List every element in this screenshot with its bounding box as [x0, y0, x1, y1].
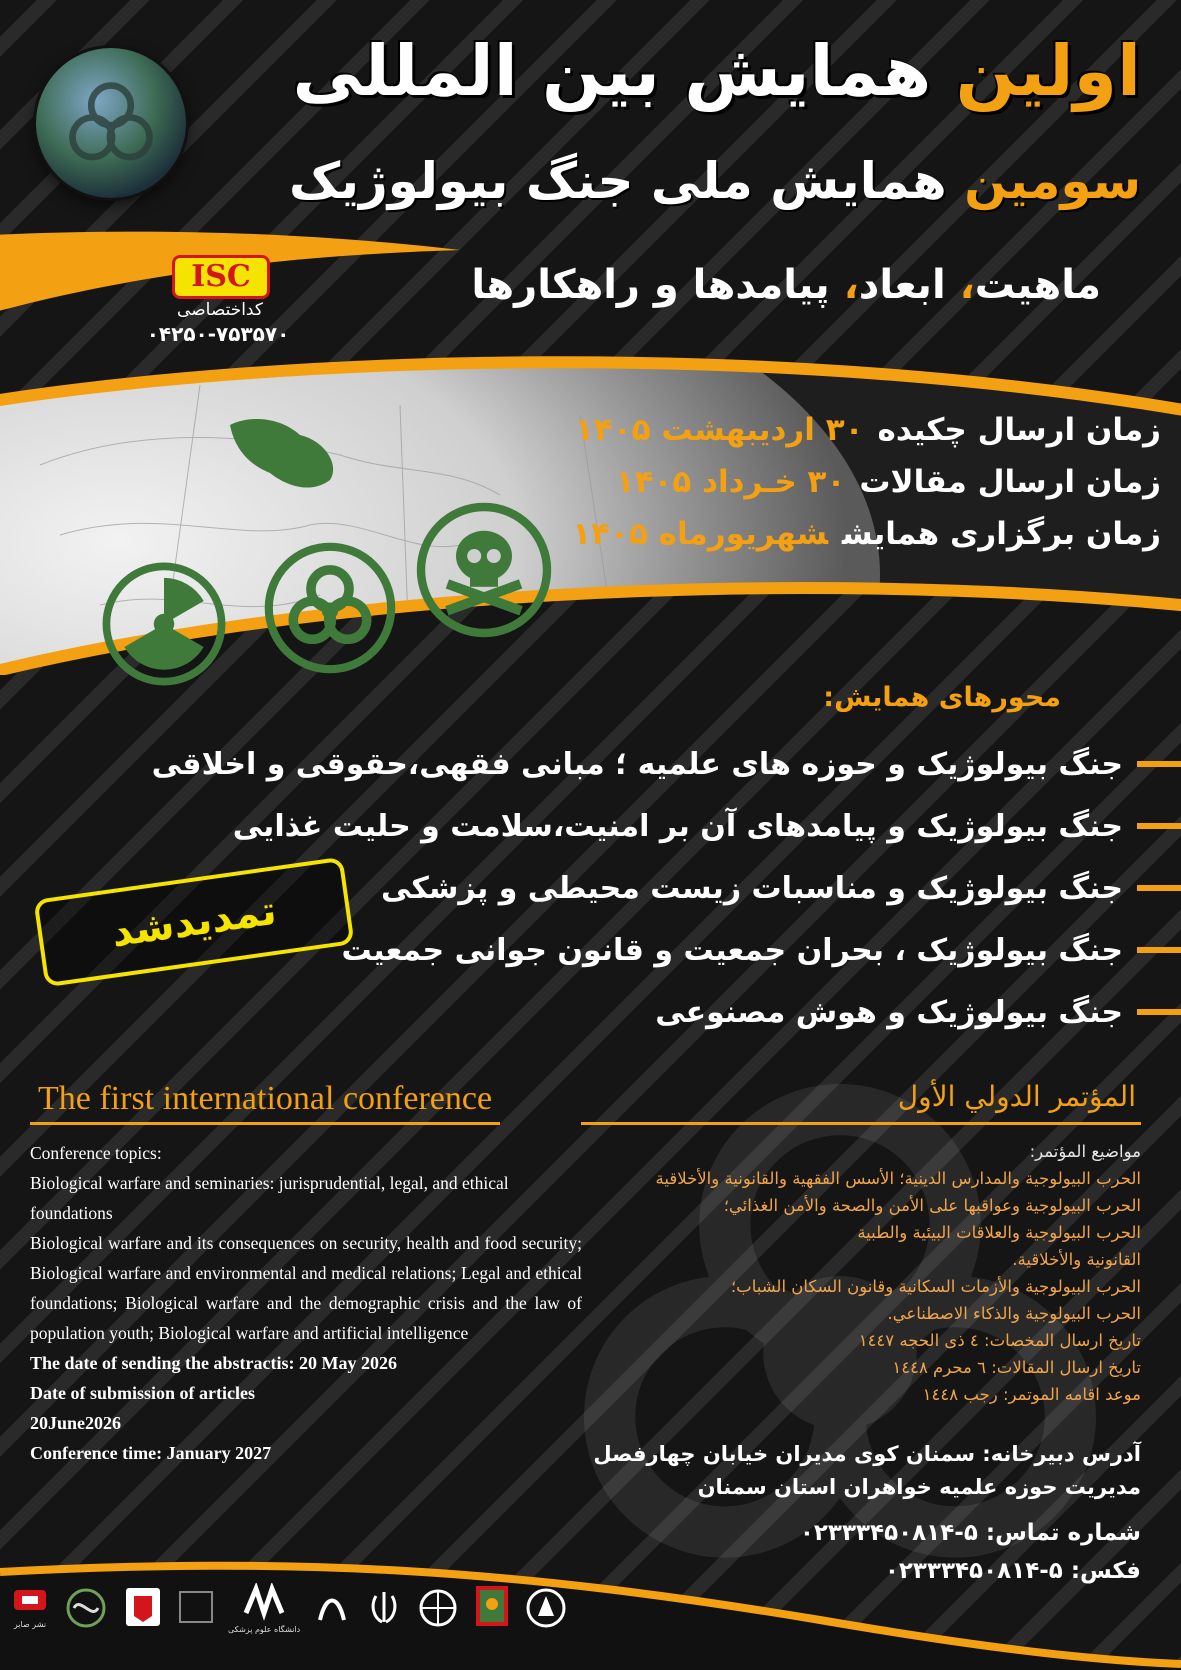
- arabic-date-line: تاريخ ارسال المخصات: ٤ ذی الحجه ١٤٤٧: [858, 1331, 1141, 1350]
- subtitle-rest: همایش ملی جنگ بیولوژیک: [289, 152, 947, 210]
- tagline-part-3: پیامدها و راهکارها: [471, 262, 830, 308]
- seminary-logo-2: [122, 1580, 164, 1636]
- university-logo: [228, 1580, 300, 1636]
- red-green-emblem-icon: [472, 1584, 512, 1632]
- tagline-separator-2: ،: [843, 262, 859, 308]
- isc-code-label: کداختصاصی: [177, 300, 263, 320]
- topic-text: جنگ بیولوژیک و مناسبات زیست محیطی و پزشکی: [381, 870, 1123, 906]
- organization-seal-icon: [416, 1586, 460, 1630]
- date-abstract-label: زمان ارسال چکیده: [877, 412, 1161, 448]
- arabic-topics-label: مواضيع المؤتمر:: [1029, 1142, 1141, 1161]
- tagline-part-1: ماهیت: [974, 262, 1101, 308]
- subtitle: [289, 152, 1141, 210]
- english-topic-para-1: Biological warfare and seminaries: jurisprudential, legal, and ethical foundations: [30, 1173, 509, 1223]
- calligraphy-emblem-icon: [62, 1586, 110, 1630]
- english-column: [30, 1138, 582, 1468]
- date-abstract: [521, 412, 1161, 448]
- seminary-logo-1: [62, 1580, 110, 1636]
- dates-panel: [521, 412, 1161, 568]
- logo-6: [312, 1580, 352, 1636]
- subtitle-highlight: سومین: [964, 152, 1141, 210]
- english-title-rule: [30, 1122, 500, 1125]
- arabic-topic-line: الحرب البيولوجية والأزمات السكانية وقانون السكان الشباب؛: [730, 1277, 1141, 1296]
- english-title: The first international conference: [38, 1080, 493, 1117]
- nashr-saber-logo: [10, 1580, 50, 1636]
- contact-fax: فکس: ۵-۰۲۳۳۳۴۵۰۸۱۴: [884, 1558, 1141, 1584]
- topic-item: [232, 804, 1181, 848]
- topics-heading: محورهای همایش:: [823, 682, 1061, 713]
- date-articles: [521, 464, 1161, 500]
- logo-caption: نشر صابر: [13, 1619, 47, 1629]
- logo-4: [176, 1580, 216, 1636]
- arabic-topic-line: القانونية والأخلاقية.: [1012, 1250, 1141, 1269]
- university-emblem-icon: [242, 1583, 286, 1623]
- topic-text: جنگ بیولوژیک و پیامدهای آن بر امنیت،سلامت و حلیت غذایی: [232, 808, 1123, 844]
- logo-8: [416, 1580, 460, 1636]
- address-line-2: مدیریت حوزه علمیه خواهران استان سمنان: [697, 1475, 1141, 1499]
- topic-item: [151, 742, 1181, 786]
- arabic-title: المؤتمر الدولي الأول: [897, 1080, 1136, 1113]
- english-topics-label: Conference topics:: [30, 1143, 162, 1163]
- topic-bullet: [1137, 1009, 1181, 1015]
- date-conference: [521, 516, 1161, 552]
- biohazard-badge-icon: [56, 68, 166, 178]
- topic-text: جنگ بیولوژیک و هوش مصنوعی: [655, 994, 1123, 1030]
- topic-bullet: [1137, 947, 1181, 953]
- topic-item: [281, 990, 1181, 1034]
- biohazard-icon: [262, 540, 398, 676]
- topic-bullet: [1137, 761, 1181, 767]
- topic-item: [281, 928, 1181, 972]
- tagline: [471, 262, 1101, 308]
- date-conference-value: شهریورماه ۱۴۰۵: [572, 516, 829, 552]
- arabic-date-line: تاريخ ارسال المقالات: ٦ محرم ١٤٤٨: [892, 1358, 1141, 1377]
- english-conference-time: Conference time: January 2027: [30, 1443, 272, 1463]
- logo-9: [472, 1580, 512, 1636]
- semnan-university-icon: [524, 1586, 568, 1630]
- topic-item: [281, 866, 1181, 910]
- arabic-topic-line: الحرب البيولوجية والذكاء الاصطناعي.: [887, 1304, 1141, 1323]
- english-articles-date: 20June2026: [30, 1413, 122, 1433]
- semnan-university-logo: [524, 1580, 568, 1636]
- arabic-topic-line: الحرب البيولوجية وعواقبها على الأمن والصحة والأمن الغذائي؛: [723, 1196, 1141, 1215]
- seminary-grey-icon: [176, 1586, 216, 1630]
- sponsor-logos: [10, 1568, 610, 1648]
- topic-bullet: [1137, 885, 1181, 891]
- secretariat-address: [581, 1438, 1141, 1504]
- topic-text: جنگ بیولوژیک و حوزه های علمیه ؛ مبانی فقهی،حقوقی و اخلاقی: [151, 746, 1123, 782]
- radiation-icon: [100, 560, 228, 688]
- date-abstract-value: ۳۰ اردیبهشت ۱۴۰۵: [574, 412, 864, 448]
- tagline-part-2: ابعاد: [858, 262, 946, 308]
- english-topic-para-2: Biological warfare and its consequences on security, health and food security; Biological warfare and environmental and medical relations; Legal and ethical foundations; Biological warfare and the demographic crisis and the law of population youth; Biological warfare and artificial intelligence: [30, 1233, 582, 1343]
- logo-caption: دانشگاه علوم پزشکی: [228, 1624, 301, 1634]
- isc-logo: ISC: [172, 255, 270, 299]
- iran-emblem-logo: [364, 1580, 404, 1636]
- topic-bullet: [1137, 823, 1181, 829]
- date-articles-label: زمان ارسال مقالات: [859, 464, 1161, 500]
- arabic-date-line: موعد اقامه الموتمر: رجب ١٤٤٨: [922, 1385, 1141, 1404]
- calligraphy-logo-icon: [312, 1586, 352, 1630]
- date-articles-value: ۳۰ خـرداد ۱۴۰۵: [615, 464, 846, 500]
- isc-code-value: ۰۴۲۵۰-۷۵۳۵۷۰: [146, 322, 290, 346]
- topic-text: جنگ بیولوژیک ، بحران جمعیت و قانون جوانی جمعیت: [341, 932, 1123, 968]
- date-conference-label: زمان برگزاری همایش: [842, 516, 1161, 552]
- iran-emblem-icon: [364, 1586, 404, 1630]
- globe-badge-icon: [36, 48, 186, 198]
- address-line-1: آدرس دبیرخانه: سمنان کوی مدیران خیابان چهارفصل: [593, 1442, 1141, 1466]
- arabic-topic-line: الحرب البيولوجية والمدارس الدينية؛ الأسس الفقهية والقانونية والأخلاقية: [655, 1169, 1141, 1188]
- extended-stamp: تمدیدشد: [33, 857, 354, 988]
- arabic-topic-line: الحرب البيولوجية والعلاقات البيئية والطبية: [857, 1223, 1141, 1242]
- english-abstract-date: The date of sending the abstractis: 20 May 2026: [30, 1353, 397, 1373]
- english-articles-label: Date of submission of articles: [30, 1383, 255, 1403]
- arabic-title-rule: [581, 1122, 1141, 1125]
- tagline-separator-1: ،: [959, 262, 975, 308]
- contact-phone: شماره تماس: ۵-۰۲۳۳۳۴۵۰۸۱۴: [799, 1520, 1141, 1546]
- shield-emblem-icon: [122, 1586, 164, 1630]
- arabic-column: [611, 1138, 1141, 1408]
- nashr-saber-icon: [10, 1588, 50, 1618]
- main-title: [293, 30, 1141, 112]
- main-title-highlight: اولین: [955, 30, 1141, 112]
- main-title-rest: همایش بین المللی: [292, 30, 932, 112]
